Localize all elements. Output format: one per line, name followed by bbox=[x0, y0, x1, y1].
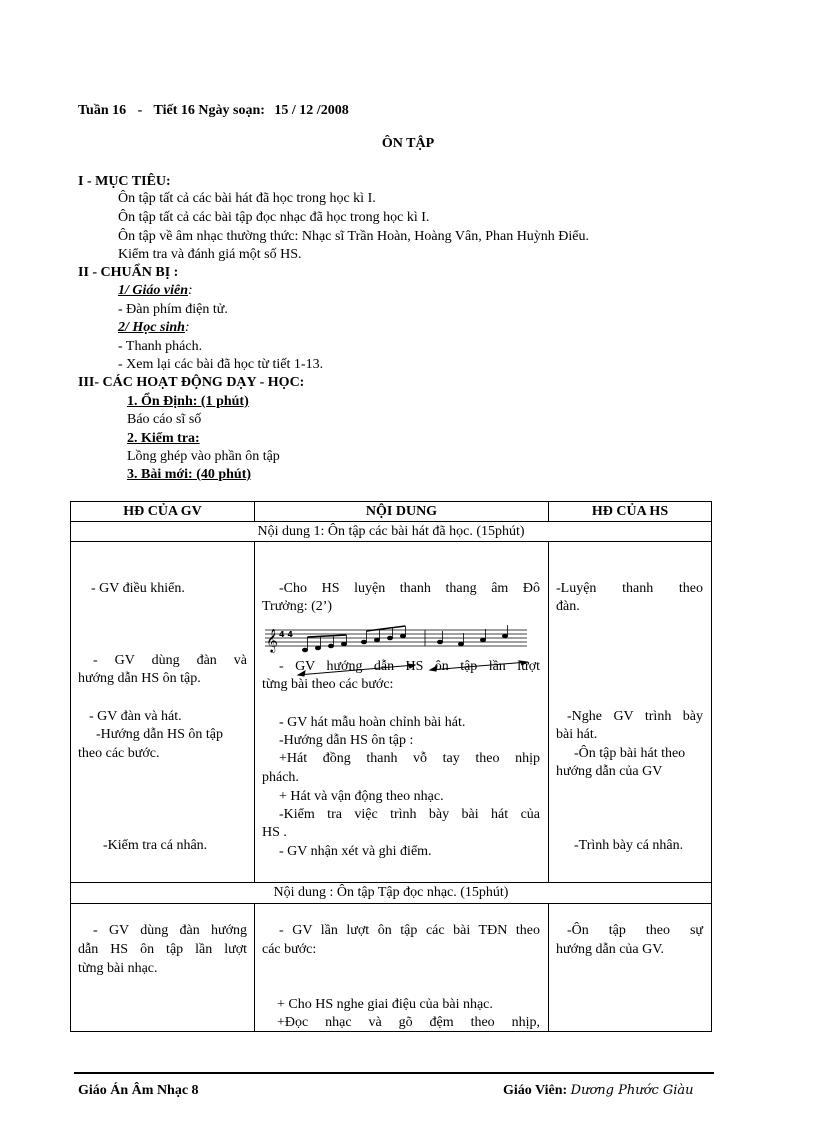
part1-hs-line: đàn. bbox=[556, 599, 580, 614]
part2-gv-line: từng bài nhạc. bbox=[78, 961, 158, 976]
part2-hs-cell bbox=[549, 904, 712, 1032]
objective-4: Kiểm tra và đánh giá một số HS. bbox=[118, 247, 302, 262]
part1-hs-cell bbox=[549, 542, 712, 883]
step2-label: 2. Kiểm tra: bbox=[127, 431, 200, 446]
teacher-item: - Đàn phím điện tử. bbox=[118, 302, 228, 317]
part1-content-cell bbox=[255, 542, 549, 883]
part1-hs-line: -Ôn tập bài hát theo bbox=[574, 746, 686, 761]
part1-gv-cell bbox=[71, 542, 255, 883]
section3-heading: III- CÁC HOẠT ĐỘNG DẠY - HỌC: bbox=[78, 375, 305, 390]
footer-subject: Giáo Án Âm Nhạc 8 bbox=[78, 1083, 199, 1098]
part1-nd-line: HS . bbox=[262, 825, 287, 840]
part2-content-cell bbox=[255, 904, 549, 1032]
lesson-table bbox=[70, 501, 712, 1032]
part1-gv-line: theo các bước. bbox=[78, 746, 160, 761]
part1-gv-line: - GV đàn và hát. bbox=[89, 709, 182, 724]
part1-row bbox=[71, 542, 712, 883]
time-signature: 4 4 bbox=[279, 630, 293, 639]
part2-hs-line: hướng dẫn của GV. bbox=[556, 942, 665, 957]
part1-nd-line: từng bài theo các bước: bbox=[262, 677, 394, 692]
date-value: 15 / 12 /2008 bbox=[274, 103, 349, 118]
part1-nd-line: -Hướng dẫn HS ôn tập : bbox=[279, 733, 414, 748]
student-item-1: - Thanh phách. bbox=[118, 339, 203, 354]
part1-gv-line: hướng dẫn HS ôn tập. bbox=[78, 671, 201, 686]
part1-hs-line: hướng dẫn của GV bbox=[556, 764, 663, 779]
part1-nd-line: +Hát đồng thanh vỗ tay theo nhịp bbox=[279, 751, 540, 766]
col-content: NỘI DUNG bbox=[255, 502, 549, 522]
part1-hs-line: bài hát. bbox=[556, 727, 598, 742]
section2-heading: II - CHUẨN BỊ : bbox=[78, 265, 179, 280]
part1-hs-line: -Trình bày cá nhân. bbox=[574, 838, 684, 853]
part1-nd-line: - GV hướng dẫn HS ôn tập lần lượt bbox=[279, 659, 540, 674]
part1-nd-line: Trưởng: (2’) bbox=[262, 599, 333, 614]
student-colon: : bbox=[184, 320, 190, 335]
section1-heading: I - MỤC TIÊU: bbox=[78, 174, 171, 189]
part2-gv-cell bbox=[71, 904, 255, 1032]
footer-teacher-label: Giáo Viên: bbox=[503, 1083, 571, 1098]
step2-text: Lồng ghép vào phần ôn tập bbox=[127, 449, 280, 464]
part2-nd-line: + Cho HS nghe giai điệu của bài nhạc. bbox=[277, 997, 493, 1012]
footer-teacher bbox=[503, 1083, 694, 1099]
part2-nd-line: các bước: bbox=[262, 942, 317, 957]
part1-title-row bbox=[71, 522, 712, 542]
teacher-label: 1/ Giáo viên bbox=[118, 283, 188, 298]
col-teacher-activity: HĐ CỦA GV bbox=[71, 502, 255, 522]
part2-hs-line: -Ôn tập theo sự bbox=[567, 923, 703, 938]
part1-nd-line: phách. bbox=[262, 770, 299, 785]
part1-hs-line: -Luyện thanh theo bbox=[556, 581, 703, 596]
student-prep-heading bbox=[118, 319, 190, 337]
week-label: Tuần 16 bbox=[78, 103, 127, 118]
student-label: 2/ Học sinh bbox=[118, 320, 185, 335]
teacher-signature: Dương Phước Giàu bbox=[570, 1083, 694, 1098]
part2-gv-line: dẫn HS ôn tập lần lượt bbox=[78, 942, 247, 957]
footer-divider bbox=[74, 1072, 714, 1074]
header-separator: - bbox=[137, 103, 143, 118]
part2-gv-line: - GV dùng đàn hướng bbox=[93, 923, 247, 938]
step3-label: 3. Bài mới: (40 phút) bbox=[127, 467, 252, 482]
table-header-row bbox=[71, 502, 712, 522]
lesson-number: Tiết 16 bbox=[153, 103, 195, 118]
date-label: Ngày soạn: bbox=[198, 103, 265, 118]
col-student-activity: HĐ CỦA HS bbox=[549, 502, 712, 522]
student-item-2: - Xem lại các bài đã học từ tiết 1-13. bbox=[118, 357, 324, 372]
part2-nd-line: +Đọc nhạc và gõ đệm theo nhịp, bbox=[277, 1015, 540, 1030]
teacher-prep-heading bbox=[118, 282, 193, 300]
part1-nd-line: -Kiểm tra việc trình bày bài hát của bbox=[279, 807, 540, 822]
teacher-colon: : bbox=[188, 283, 193, 298]
part1-title: Nội dung 1: Ôn tập các bài hát đã học. (15phút) bbox=[71, 522, 712, 542]
part2-title-row bbox=[71, 883, 712, 904]
step1-text: Báo cáo sĩ số bbox=[127, 412, 202, 427]
part2-row bbox=[71, 904, 712, 1032]
objective-1: Ôn tập tất cả các bài hát đã học trong học kì I. bbox=[118, 191, 376, 206]
step1-label: 1. Ổn Định: (1 phút) bbox=[127, 394, 249, 409]
treble-clef-icon: 𝄞 bbox=[266, 628, 278, 652]
part1-gv-line: - GV dùng đàn và bbox=[93, 653, 247, 668]
part1-hs-line: -Nghe GV trình bày bbox=[567, 709, 703, 724]
page-title: ÔN TẬP bbox=[381, 136, 435, 151]
objective-2: Ôn tập tất cả các bài tập đọc nhạc đã học trong học kì I. bbox=[118, 210, 430, 225]
objective-3: Ôn tập về âm nhạc thường thức: Nhạc sĩ Trần Hoàn, Hoàng Vân, Phan Huỳnh Điểu. bbox=[118, 229, 590, 244]
part2-nd-line: - GV lần lượt ôn tập các bài TĐN theo bbox=[279, 923, 540, 938]
part1-nd-line: - GV nhận xét và ghi điểm. bbox=[279, 844, 432, 859]
part1-gv-line: - GV điều khiển. bbox=[91, 581, 185, 596]
part1-nd-line: - GV hát mẫu hoàn chỉnh bài hát. bbox=[279, 715, 466, 730]
part1-nd-line: + Hát và vận động theo nhạc. bbox=[279, 789, 444, 804]
part2-title: Nội dung : Ôn tập Tập đọc nhạc. (15phút) bbox=[71, 883, 712, 904]
part1-gv-line: -Kiểm tra cá nhân. bbox=[103, 838, 208, 853]
part1-gv-line: -Hướng dẫn HS ôn tập bbox=[96, 727, 223, 742]
lesson-header bbox=[78, 103, 349, 119]
part1-nd-line: -Cho HS luyện thanh thang âm Đô bbox=[279, 581, 540, 596]
